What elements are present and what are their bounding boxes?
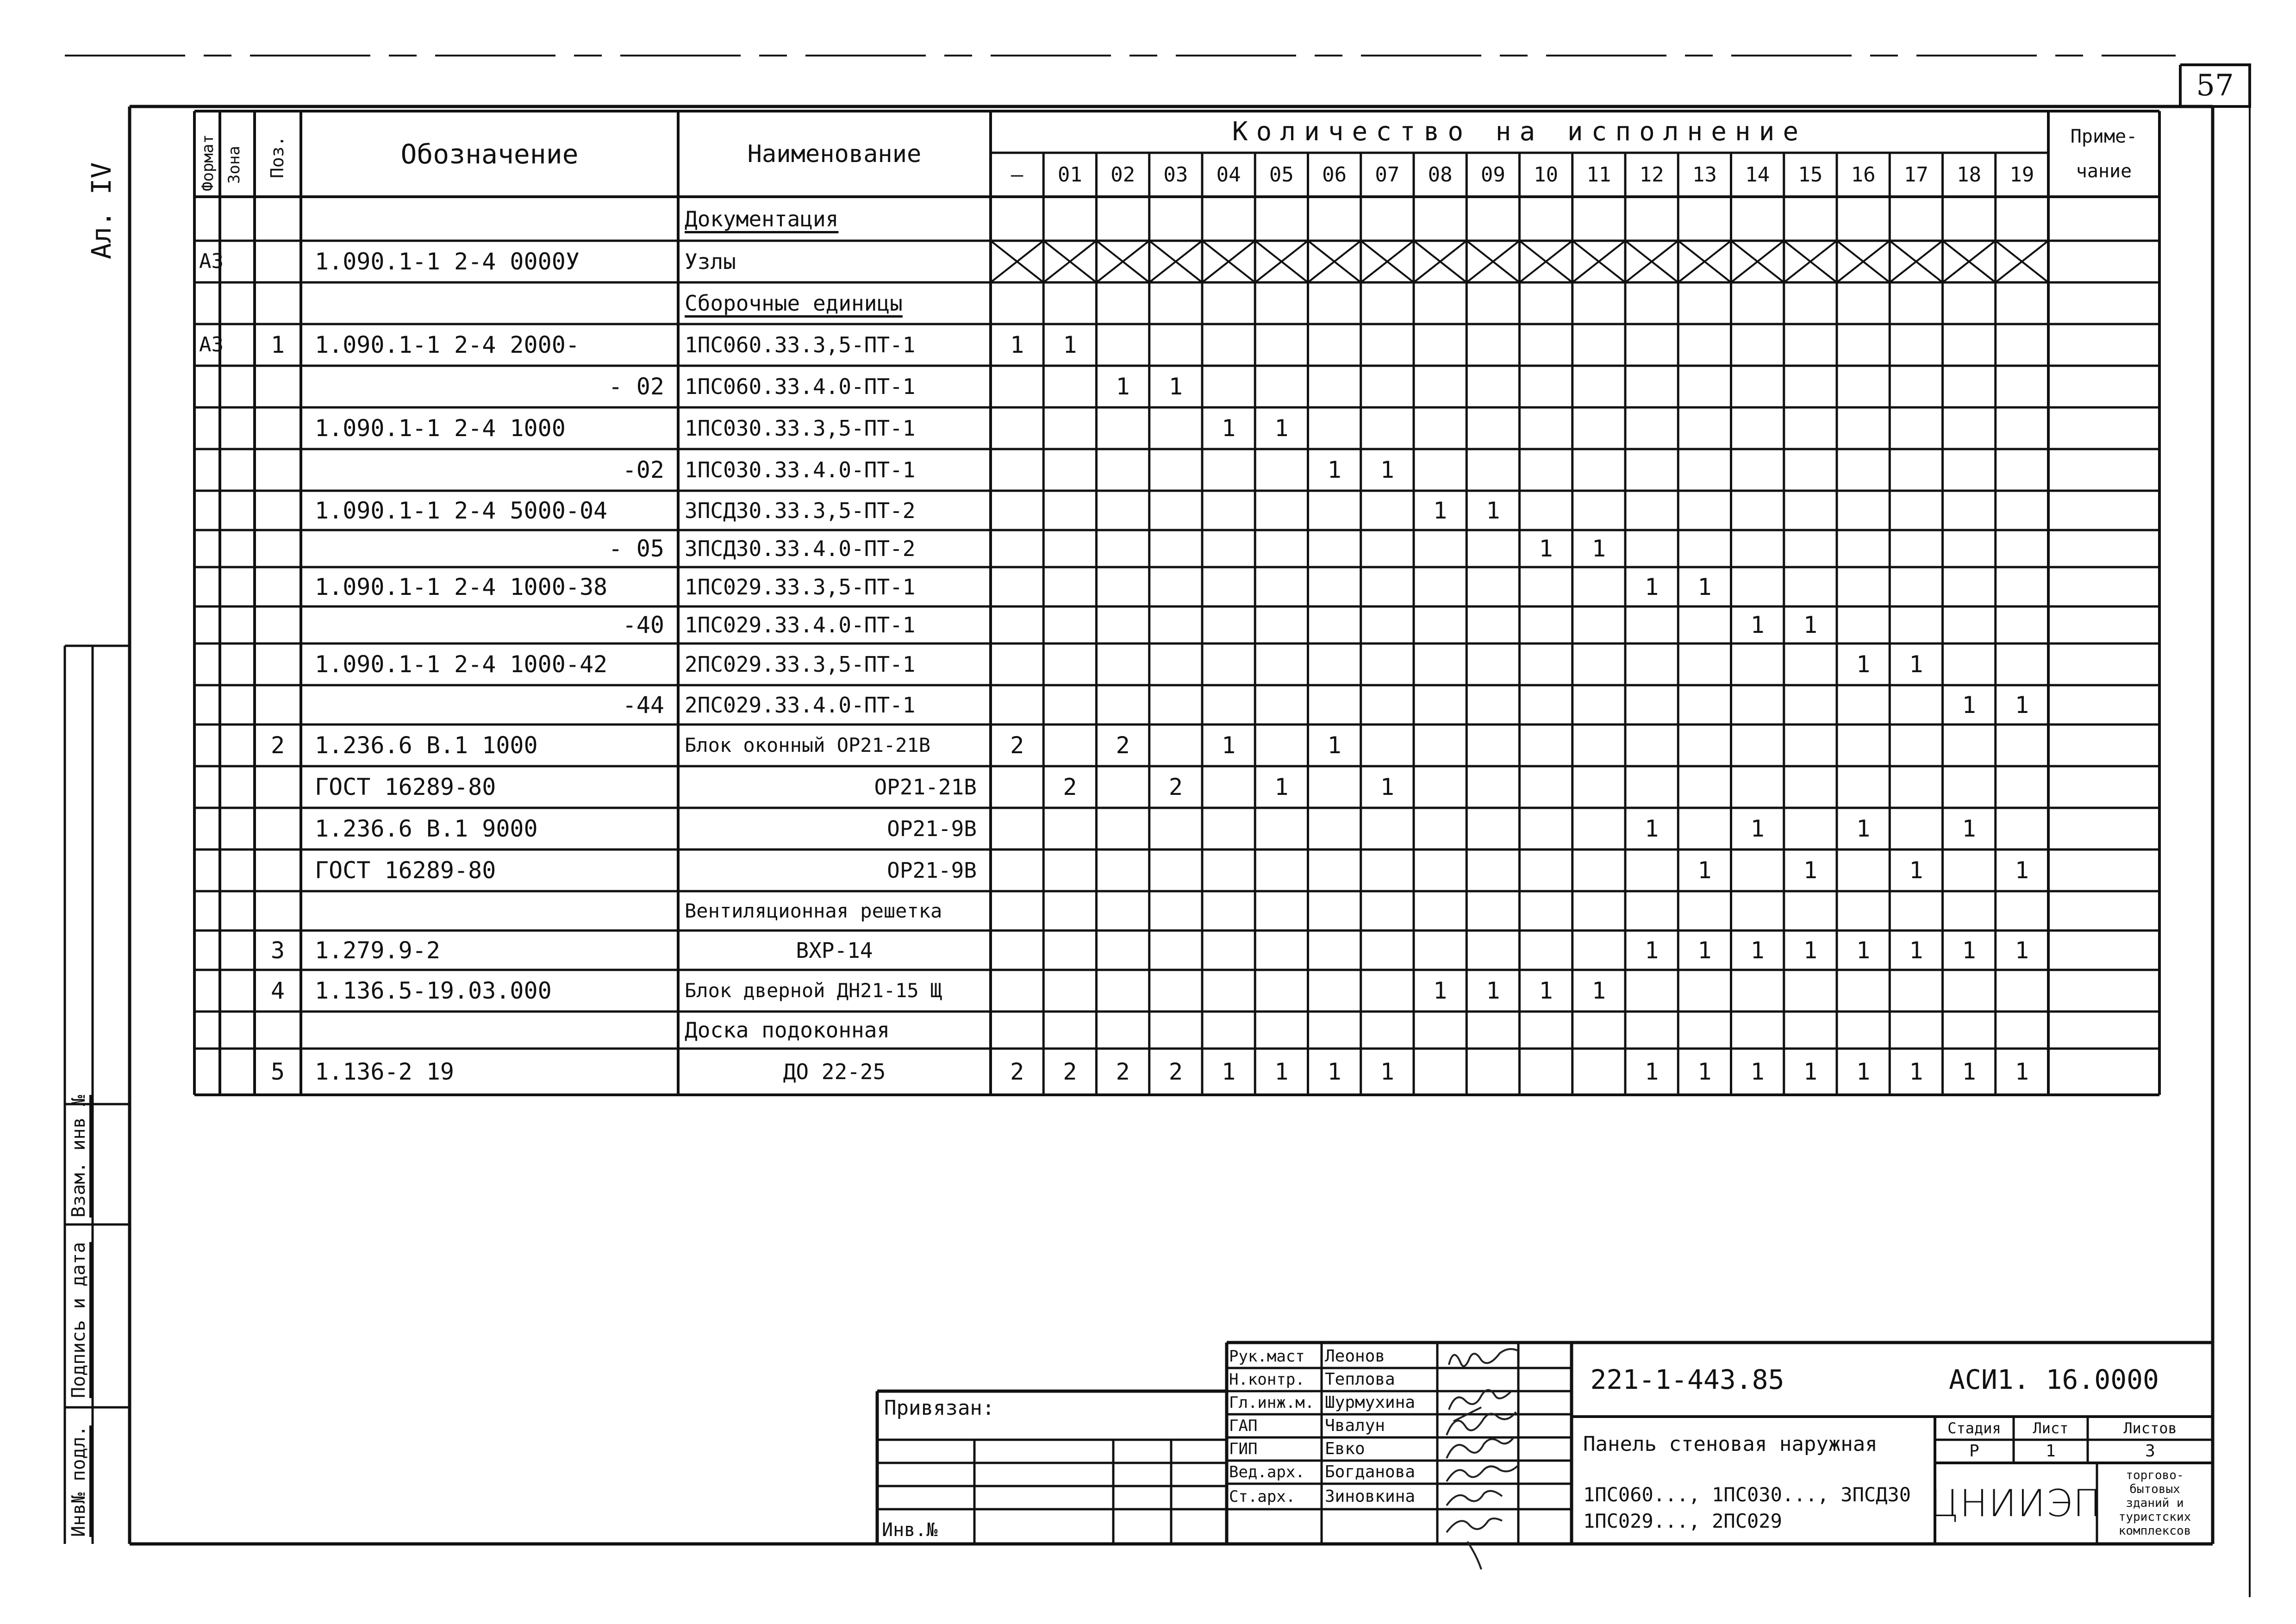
qty-cell-13: 1: [1697, 857, 1712, 884]
qty-cell-14: 1: [1750, 612, 1765, 638]
margin-podpis-data: Подпись и дата: [68, 1242, 89, 1398]
title-role: Вед.арх.: [1229, 1463, 1305, 1481]
row-oboznachenie: 1.279.9-2: [315, 937, 440, 964]
header-variant-12: 12: [1639, 162, 1664, 187]
title-role: ГИП: [1229, 1440, 1258, 1458]
stadiya-label: Стадия: [1947, 1419, 2001, 1437]
row-poz: 5: [270, 1058, 285, 1085]
row-oboznachenie: -02: [622, 456, 664, 483]
qty-cell-18: 1: [1962, 937, 1976, 964]
row-poz: 2: [270, 732, 285, 759]
qty-cell-01: 2: [1063, 1058, 1077, 1085]
qty-cell-—: 2: [1010, 1058, 1024, 1085]
signatures: [1447, 1349, 1518, 1569]
qty-cell-04: 1: [1222, 1058, 1236, 1085]
title-name: Чвалун: [1325, 1416, 1385, 1435]
header-variant-09: 09: [1480, 162, 1505, 187]
title-name: Шурмухина: [1325, 1393, 1416, 1412]
qty-cell-12: 1: [1645, 815, 1659, 842]
row-naimenovanie: Сборочные единицы: [685, 291, 903, 316]
org-subtitle: [2099, 1468, 2210, 1538]
qty-cell-02: 1: [1116, 373, 1130, 400]
qty-cell-13: 1: [1697, 573, 1712, 600]
row-naimenovanie: Блок оконный ОР21-21В: [685, 734, 931, 756]
row-naimenovanie: ДО 22-25: [783, 1059, 886, 1084]
row-oboznachenie: ГОСТ 16289-80: [315, 774, 496, 800]
header-variant-04: 04: [1216, 162, 1241, 187]
header-variant-05: 05: [1269, 162, 1294, 187]
qty-cell-—: 1: [1010, 331, 1024, 358]
margin-inv-podl: Инв№ подл.: [68, 1425, 89, 1537]
qty-cell-08: 1: [1433, 497, 1447, 524]
privyazan-label: Привязан:: [884, 1396, 995, 1420]
row-naimenovanie: 1ПС060.33.3,5-ПТ-1: [685, 332, 916, 357]
header-variant-14: 14: [1745, 162, 1770, 187]
row-oboznachenie: 1.090.1-1 2-4 1000-42: [315, 651, 608, 678]
qty-cell-16: 1: [1856, 815, 1871, 842]
header-variant-—: —: [1011, 162, 1023, 187]
listov-label: Листов: [2123, 1419, 2177, 1437]
qty-cell-11: 1: [1591, 977, 1606, 1004]
qty-cell-14: 1: [1750, 937, 1765, 964]
qty-cell-14: 1: [1750, 815, 1765, 842]
header-variant-16: 16: [1851, 162, 1876, 187]
header-variant-08: 08: [1428, 162, 1453, 187]
org-subtitle-line: туристских: [2118, 1510, 2191, 1524]
title-name: Леонов: [1325, 1347, 1385, 1366]
row-oboznachenie: - 05: [608, 535, 664, 562]
qty-cell-03: 1: [1168, 373, 1183, 400]
qty-cell-19: 1: [2015, 937, 2029, 964]
qty-cell-09: 1: [1486, 977, 1500, 1004]
qty-cell-15: 1: [1803, 612, 1817, 638]
header-variant-06: 06: [1322, 162, 1347, 187]
qty-cell-06: 1: [1327, 732, 1341, 759]
qty-cell-19: 1: [2015, 691, 2029, 718]
qty-cell-14: 1: [1750, 1058, 1765, 1085]
row-poz: 1: [270, 331, 285, 358]
row-naimenovanie: 2ПС029.33.3,5-ПТ-1: [685, 652, 916, 677]
margin-vzam-inv: Взам. инв №: [68, 1095, 89, 1218]
row-oboznachenie: 1.090.1-1 2-4 2000-: [315, 331, 580, 358]
sheet-number: 57: [2196, 69, 2234, 103]
header-oboznachenie: Обозначение: [400, 138, 579, 170]
title-line-1: Панель стеновая наружная: [1583, 1432, 1878, 1456]
qty-cell-17: 1: [1909, 1058, 1923, 1085]
title-role: Н.контр.: [1229, 1370, 1305, 1389]
header-zona: Зона: [225, 146, 243, 184]
row-oboznachenie: 1.136.5-19.03.000: [315, 977, 552, 1004]
qty-cell-15: 1: [1803, 857, 1817, 884]
header-format: Формат: [199, 134, 217, 191]
row-naimenovanie: ОР21-21В: [874, 775, 977, 800]
header-kolichestvo: Количество на исполнение: [1232, 117, 1807, 147]
title-name: Зиновкина: [1325, 1487, 1416, 1506]
header-variant-19: 19: [2009, 162, 2034, 187]
org-subtitle-line: комплексов: [2118, 1524, 2191, 1538]
header-variant-07: 07: [1375, 162, 1400, 187]
title-role: ГАП: [1229, 1417, 1258, 1435]
row-naimenovanie: 3ПСД30.33.4.0-ПТ-2: [685, 536, 916, 561]
qty-cell-05: 1: [1274, 415, 1289, 442]
header-variant-02: 02: [1111, 162, 1136, 187]
title-role: Рук.маст: [1229, 1347, 1305, 1366]
doc-code: 221-1-443.85: [1590, 1364, 1784, 1395]
qty-cell-01: 1: [1063, 331, 1077, 358]
list-label: Лист: [2033, 1419, 2069, 1437]
qty-cell-18: 1: [1962, 1058, 1976, 1085]
row-oboznachenie: 1.090.1-1 2-4 1000-38: [315, 573, 608, 600]
row-oboznachenie: 1.090.1-1 2-4 0000У: [315, 248, 580, 275]
row-naimenovanie: Вентиляционная решетка: [685, 899, 942, 922]
row-oboznachenie: -40: [622, 612, 664, 638]
row-oboznachenie: ГОСТ 16289-80: [315, 857, 496, 884]
row-naimenovanie: ВХР-14: [796, 937, 873, 963]
header-primechanie-2: чание: [2076, 161, 2132, 182]
qty-cell-12: 1: [1645, 1058, 1659, 1085]
header-variant-18: 18: [1957, 162, 1982, 187]
row-oboznachenie: 1.136-2 19: [315, 1058, 455, 1085]
row-naimenovanie: 1ПС030.33.4.0-ПТ-1: [685, 457, 916, 482]
row-naimenovanie: Доска подоконная: [685, 1018, 890, 1043]
row-naimenovanie: ОР21-9В: [887, 816, 977, 841]
qty-cell-04: 1: [1222, 732, 1236, 759]
qty-cell-01: 2: [1063, 774, 1077, 800]
row-oboznachenie: 1.236.6 В.1 9000: [315, 815, 538, 842]
header-primechanie-1: Приме-: [2070, 126, 2138, 147]
title-role: Ст.арх.: [1229, 1487, 1296, 1506]
qty-cell-13: 1: [1697, 937, 1712, 964]
qty-cell-07: 1: [1380, 1058, 1394, 1085]
qty-cell-09: 1: [1486, 497, 1500, 524]
qty-cell-06: 1: [1327, 1058, 1341, 1085]
title-name: Теплова: [1325, 1370, 1395, 1389]
row-oboznachenie: 1.236.6 В.1 1000: [315, 732, 538, 759]
qty-cell-19: 1: [2015, 857, 2029, 884]
title-line-3: 1ПС029..., 2ПС029: [1583, 1510, 1782, 1532]
doc-mark: АСИ1. 16.0000: [1949, 1364, 2159, 1395]
qty-cell-18: 1: [1962, 815, 1976, 842]
qty-cell-12: 1: [1645, 573, 1659, 600]
qty-cell-19: 1: [2015, 1058, 2029, 1085]
header-variant-10: 10: [1534, 162, 1559, 187]
qty-cell-07: 1: [1380, 774, 1394, 800]
row-naimenovanie: Блок дверной ДН21-15 Щ: [685, 979, 942, 1002]
qty-cell-18: 1: [1962, 691, 1976, 718]
header-variant-03: 03: [1163, 162, 1188, 187]
header-variant-13: 13: [1692, 162, 1717, 187]
qty-cell-13: 1: [1697, 1058, 1712, 1085]
qty-cell-03: 2: [1168, 1058, 1183, 1085]
row-naimenovanie: 1ПС029.33.3,5-ПТ-1: [685, 574, 916, 600]
row-oboznachenie: 1.090.1-1 2-4 1000: [315, 415, 566, 442]
qty-cell-17: 1: [1909, 651, 1923, 678]
qty-cell-04: 1: [1222, 415, 1236, 442]
qty-cell-12: 1: [1645, 937, 1659, 964]
title-name: Евко: [1325, 1439, 1365, 1458]
qty-cell-07: 1: [1380, 456, 1394, 483]
qty-cell-02: 2: [1116, 732, 1130, 759]
row-format: А3: [199, 333, 224, 356]
header-variant-17: 17: [1903, 162, 1928, 187]
qty-cell-—: 2: [1010, 732, 1024, 759]
row-oboznachenie: -44: [622, 691, 664, 718]
album-mark: Ал. IV: [86, 162, 117, 259]
qty-cell-10: 1: [1539, 977, 1553, 1004]
qty-cell-15: 1: [1803, 937, 1817, 964]
header-variant-01: 01: [1057, 162, 1082, 187]
org-name: ЦНИИЭП: [1930, 1481, 2102, 1525]
qty-cell-03: 2: [1168, 774, 1183, 800]
qty-cell-08: 1: [1433, 977, 1447, 1004]
title-name: Богданова: [1325, 1462, 1416, 1481]
qty-cell-16: 1: [1856, 937, 1871, 964]
qty-cell-11: 1: [1591, 535, 1606, 562]
qty-cell-15: 1: [1803, 1058, 1817, 1085]
title-line-2: 1ПС060..., 1ПС030..., 3ПСД30: [1583, 1483, 1911, 1506]
qty-cell-05: 1: [1274, 774, 1289, 800]
qty-cell-02: 2: [1116, 1058, 1130, 1085]
row-naimenovanie: Документация: [685, 206, 839, 231]
row-poz: 4: [270, 977, 285, 1004]
row-oboznachenie: - 02: [608, 373, 664, 400]
qty-cell-17: 1: [1909, 937, 1923, 964]
qty-cell-10: 1: [1539, 535, 1553, 562]
row-oboznachenie: 1.090.1-1 2-4 5000-04: [315, 497, 608, 524]
header-poz: Поз.: [267, 136, 287, 178]
qty-cell-06: 1: [1327, 456, 1341, 483]
org-subtitle-line: бытовых: [2129, 1482, 2180, 1496]
list-value: 1: [2046, 1442, 2056, 1461]
header-variant-15: 15: [1798, 162, 1823, 187]
qty-cell-16: 1: [1856, 651, 1871, 678]
row-naimenovanie: 1ПС060.33.4.0-ПТ-1: [685, 374, 916, 399]
qty-cell-05: 1: [1274, 1058, 1289, 1085]
title-role: Гл.инж.м.: [1229, 1393, 1315, 1412]
org-subtitle-line: зданий и: [2126, 1496, 2184, 1510]
row-naimenovanie: 3ПСД30.33.3,5-ПТ-2: [685, 498, 916, 523]
row-naimenovanie: ОР21-9В: [887, 858, 977, 883]
qty-cell-16: 1: [1856, 1058, 1871, 1085]
qty-cell-17: 1: [1909, 857, 1923, 884]
inv-no-label: Инв.№: [882, 1519, 938, 1541]
row-poz: 3: [270, 937, 285, 964]
row-naimenovanie: Узлы: [685, 249, 736, 274]
header-naimenovanie: Наименование: [747, 140, 922, 168]
org-subtitle-line: торгово-: [2126, 1468, 2184, 1482]
stadiya-value: Р: [1969, 1442, 1979, 1461]
row-naimenovanie: 1ПС030.33.3,5-ПТ-1: [685, 416, 916, 441]
row-naimenovanie: 1ПС029.33.4.0-ПТ-1: [685, 612, 916, 637]
listov-value: 3: [2145, 1442, 2155, 1461]
header-variant-11: 11: [1586, 162, 1611, 187]
row-format: А3: [199, 250, 224, 273]
row-naimenovanie: 2ПС029.33.4.0-ПТ-1: [685, 692, 916, 718]
